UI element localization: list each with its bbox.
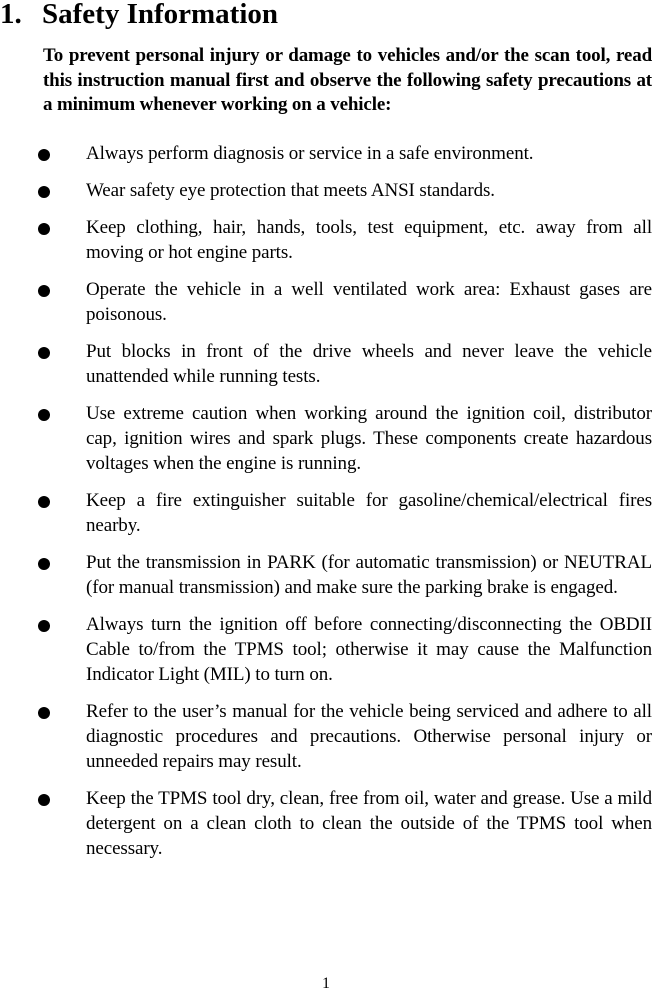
section-title: Safety Information: [42, 0, 279, 30]
list-item-text: Always turn the ignition off before connecting/disconnecting the OBDII Cable to/from the TPMS tool; otherwise it may cause the Malfunction Indicator Light (MIL) to turn on.: [86, 614, 652, 685]
bullet-icon: [38, 223, 50, 235]
intro-paragraph: To prevent personal injury or damage to vehicles and/or the scan tool, read this instruction manual first and observe the following safety precautions at a minimum whenever working on a vehicle:: [43, 45, 652, 115]
list-item: [0, 277, 652, 327]
bullet-icon: [38, 620, 50, 632]
list-item: [0, 612, 652, 687]
bullet-icon: [38, 496, 50, 508]
section-heading: [0, 0, 278, 30]
list-item: [0, 786, 652, 861]
list-item: [0, 699, 652, 774]
list-item: [0, 401, 652, 476]
list-item: [0, 178, 652, 203]
list-item-text: Keep the TPMS tool dry, clean, free from oil, water and grease. Use a mild detergent on a clean cloth to clean the outside of the TPMS tool when necessary.: [86, 788, 652, 859]
list-item-text: Operate the vehicle in a well ventilated work area: Exhaust gases are poisonous.: [86, 279, 652, 325]
section-number: 1.: [0, 0, 22, 30]
bullet-icon: [38, 558, 50, 570]
list-item-text: Keep clothing, hair, hands, tools, test equipment, etc. away from all moving or hot engine parts.: [86, 217, 652, 263]
bullet-icon: [38, 707, 50, 719]
list-item: [0, 488, 652, 538]
safety-precautions-list: [0, 141, 652, 873]
list-item-text: Put blocks in front of the drive wheels and never leave the vehicle unattended while running tests.: [86, 341, 652, 387]
list-item-text: Always perform diagnosis or service in a safe environment.: [86, 143, 534, 164]
list-item-text: Keep a fire extinguisher suitable for gasoline/chemical/electrical fires nearby.: [86, 490, 652, 536]
bullet-icon: [38, 347, 50, 359]
bullet-icon: [38, 186, 50, 198]
list-item: [0, 215, 652, 265]
list-item-text: Refer to the user’s manual for the vehicle being serviced and adhere to all diagnostic procedures and precautions. Otherwise personal injury or unneeded repairs may result.: [86, 701, 652, 772]
list-item-text: Put the transmission in PARK (for automatic transmission) or NEUTRAL (for manual transmission) and make sure the parking brake is engaged.: [86, 552, 652, 598]
list-item: [0, 141, 652, 166]
list-item: [0, 339, 652, 389]
bullet-icon: [38, 149, 50, 161]
list-item: [0, 550, 652, 600]
list-item-text: Wear safety eye protection that meets ANSI standards.: [86, 180, 495, 201]
list-item-text: Use extreme caution when working around the ignition coil, distributor cap, ignition wires and spark plugs. These components create hazardous voltages when the engine is running.: [86, 403, 652, 474]
bullet-icon: [38, 794, 50, 806]
bullet-icon: [38, 285, 50, 297]
page-number: 1: [322, 975, 330, 992]
bullet-icon: [38, 409, 50, 421]
